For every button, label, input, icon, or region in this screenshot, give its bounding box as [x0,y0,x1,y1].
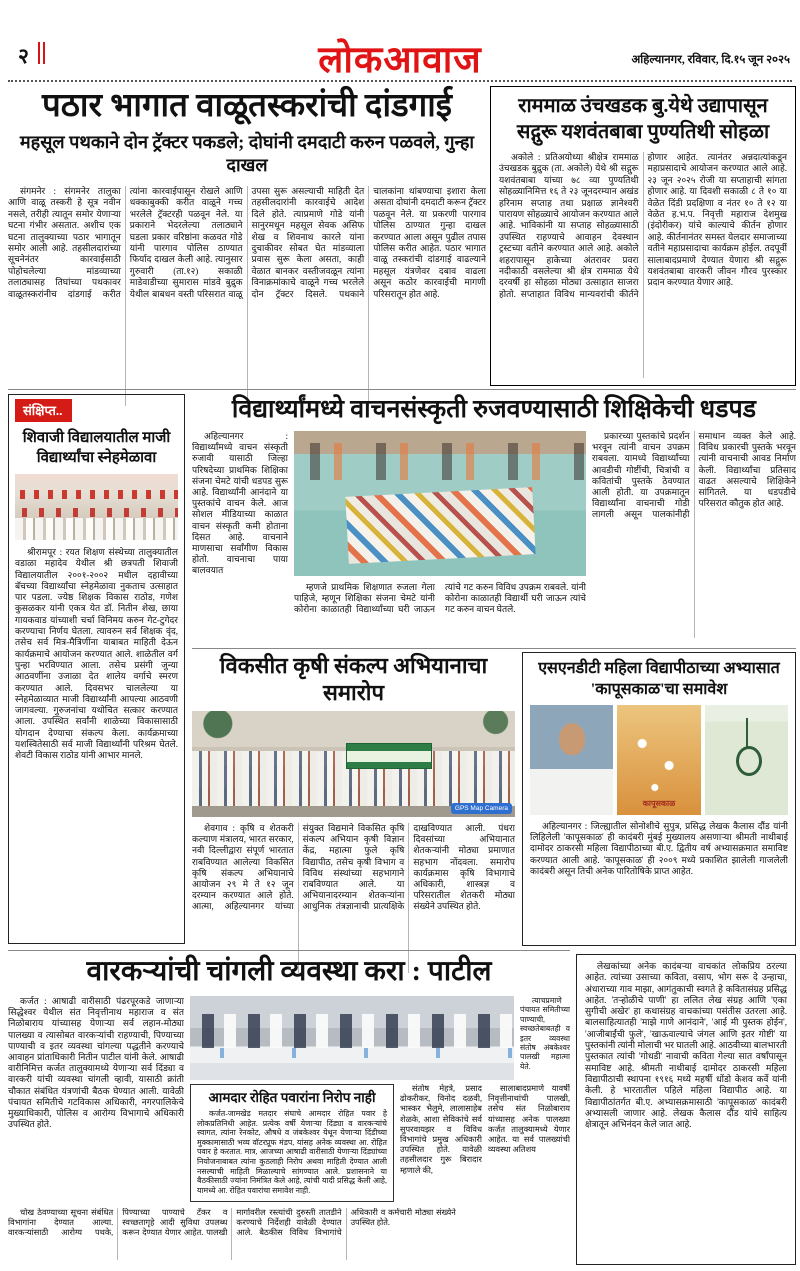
article-column-left: अहिल्यानगर : विद्यार्थ्यांमध्ये वाचन संस्कृती रुजावी यासाठी जिल्हा परिषदेच्या प्राथमिक शिक्षिका संजना चेमटे यांची धडपड सुरू आहे. विद्यार्थ्यांनी आनंदाने या पुस्तकांचे वाचन केले. आज सोशल मीडियाच्या काळात वाचन संस्कृती कमी होताना दिसत आहे. वाचनाने माणसाचा सर्वांगीण विकास होतो. वाचनाचा पाया बालवयात [192,431,288,576]
article-column-mid2: सालाबादप्रमाणे यावर्षी निवृत्तीनाथांची पालखी, तसेच संत निळोबाराय यांच्यासह अनेक पालख्या कर्जत तालुक्यामध्ये येणार आहेत. या सर्व पालख्यांची व्यवस्था अतिशय [488,1084,570,1155]
article-headline: विद्यार्थ्यांमध्ये वाचनसंस्कृती रुजवण्यासाठी शिक्षिकेची धडपड [231,396,757,423]
article-headline: विकसीत कृषी संकल्प अभियानाचा समारोप [219,653,488,705]
photo-detail-face [559,723,585,755]
brief-tag: संक्षिप्त.. [15,399,72,422]
article-reading-culture [192,394,796,644]
masthead: लोकआवाज [318,40,482,81]
article-bottom-columns: चोख ठेवण्याच्या सूचना संबंधित विभागांना देण्यात आल्या. वारकऱ्यांसाठी आरोग्य पथके, पिण्याच्या पाण्याचे टँकर व स्वच्छतागृहे आदी सुविधा उपलब्ध करून देण्यात येणार आहेत. पालखी मार्गावरील रस्त्यांची दुरुस्ती तातडीने करण्याचे निर्देशही यावेळी देण्यात आले. बैठकीस विविध विभागांचे अधिकारी व कर्मचारी मोठ्या संख्येने उपस्थित होते. [8,1208,456,1238]
photo-detail-figures [15,518,178,540]
alumni-group-photo [15,474,178,540]
article-body: संगमनेर : संगमनेर तालुका आणि वाळू तस्करी हे सूत्र नवीन नसले, तरीही त्यातून समोर येणाऱ्या घटना गंभीर असतात. अशीच एक घटना तालुक्याच्या पठार भागातून समोर आली आहे. तहसीलदारांच्या सूचनेनंतर कारवाईसाठी पोहोचलेल्या मांडव्याच्या तलाठ्यासह तिघांच्या पथकावर वाळूतस्करांनीच दांडगाई करीत त्यांना कारवाईपासून रोखले आणि धक्काबुक्की करीत वाळूने गच्च भरलेले ट्रॅक्टरही पळवून नेले. या प्रकाराने भेदरलेल्या तलाठ्याने घडला प्रकार वरिष्ठांना कळवत गोडे यांनी पारगाव पोलिस ठाण्यात फिर्याद दाखल केली आहे. त्यानुसार गुरुवारी (ता.१२) सकाळी माडेवाडीच्या सुमारास मांडवे बुद्रुक येथील बाबधन वस्ती परिसरात वाळू उपसा सुरू असल्याची माहिती देत तहसीलदारांनी कारवाईचे आदेश दिले होते. त्याप्रमाणे गोडे यांनी सानुरमधून महसूल सेवक असिफ शेख व शिवनाथ कारले यांना दुचाकीवर सोबत घेत मांडव्याला प्रवास सुरू केला असता, काही वेळात बानकर वस्तीजवळून त्यांना विनाक्रमांकाचे वाळूने गच्च भरलेले दोन ट्रॅक्टर दिसले. पथकाने चालकांना थांबण्याचा इशारा केला असता दोघांनी दमदाटी करून ट्रॅक्टर पळवून नेले. या प्रकरणी पारगाव पोलिस ठाण्यात गुन्हा दाखल करण्यात आला असून पुढील तपास पोलिस करीत आहेत. पठार भागात वाळू तस्करांची दांडगाई वाढल्याने महसूल यंत्रणेवर दबाव वाढला असून कठोर कारवाईची मागणी परिसरातून होत आहे. [8,186,486,299]
article-narrow-column: त्याचप्रमाणे पंचायत समितीच्या पाण्याची, स्वच्छतेबाबतही व इतर व्यवस्था संतोष अंबकेश्वर पालखी महात्मा येते. [520,996,570,1071]
page-number: २ [18,44,29,68]
article-headline: वारकऱ्यांची चांगली व्यवस्था करा : पाटील [86,956,492,987]
farmers-group-photo [192,711,515,817]
photo-detail-people [190,1014,514,1048]
photo-detail-books [345,487,535,563]
article-warkari-meeting [8,954,570,1265]
section-divider [8,950,570,951]
box-headline: आमदार रोहित पवारांना निरोप नाही [208,1090,376,1105]
box-body: अहिल्यानगर : जिल्ह्यातील सोनोशीचे सुपुत्र, प्रसिद्ध लेखक कैलास दौंड यांनी लिहिलेली 'कापूसकाळ' ही कादंबरी मुंबई मुख्यालय असणाऱ्या श्रीमती नाथीबाई दामोदर ठाकरसी महिला विद्यापीठाच्या बी.ए. द्वितीय वर्ष अभ्यासक्रमात समाविष्ट करण्यात आली आहे. 'कापूसकाळ' ही २००९ मध्ये प्रकाशित झालेली गाजलेली कादंबरी असून तिची अनेक पारितोषिके प्राप्त आहेत. [530,821,788,876]
section-divider [8,389,796,390]
box-body: कर्जत-जामखेड मतदार संघाचे आमदार रोहित पवार हे लोकप्रतिनिधी आहेत. प्रत्येक वर्षी येणाऱ्या दिंड्या व वारकऱ्यांचे स्वागत, त्यांना रेनकोट, औषधे व जंबकेश्वर येथून येणाऱ्या दिंडीच्या मुक्कामासाठी भव्य वॉटरप्रूफ मंडप, यांसह अनेक व्यवस्था आ. रोहित पवार हे करतात. मात्र, आजच्या आषाढी वारीसाठी येणाऱ्या दिंड्यांच्या नियोजनाबाबत त्यांना कुठलाही निरोप अथवा माहिती देण्यात आली नसल्याची माहिती मिळाल्याचे सांगण्यात आले. प्रशासनाने या बैठकीसाठी ज्यांना निमंत्रित केले आहे, त्यांची यादी प्रसिद्ध केली आहे, यामध्ये आ. रोहित पवारांचा समावेश नाही. [197,1109,387,1195]
box-sndt-continuation [576,954,796,1265]
article-krishi-sankalp [192,652,515,946]
box-sndt-kapuskal [522,652,796,946]
box-body-continued: लेखकांच्या अनेक कादंबऱ्या वाचकांत लोकप्रिय ठरल्या आहेत. त्यांच्या उसाच्या कविता, वसाप, भोग सरू दे उन्हाचा, अंधाराच्या गाव माझा, आगंतुकाची स्वगते हे कवितासंग्रह प्रसिद्ध आहेत. 'तऱ्होळीचे पाणी' हा ललित लेख संग्रह आणि 'एका सुगीची अखेर' हा कथासंग्रह वाचकांच्या पसंतीस उतरला आहे. बालसाहित्यातही 'माझे गाणे आनंदाने', 'आई मी पुस्तक होईन', 'आजीबाईंची फुले', 'खाऊवाल्याचे जंगल आणि इतर गोष्टी' या पुस्तकांनी त्यांनी मोलाची भर घातली आहे. आठवीच्या बालभारती पुस्तकात त्यांची 'गोधडी' नावाची कविता गेल्या सात वर्षांपासून समाविष्ट आहे. श्रीमती नाथीबाई दामोदर ठाकरसी महिला विद्यापीठाची स्थापना १९१६ मध्ये महर्षी धोंडो केशव कर्वे यांनी केली. हे भारतातील पहिले महिला विद्यापीठ आहे. या विद्यापीठांतर्गत बी.ए. अभ्यासक्रमासाठी 'कापूसकाळ' कादंबरी अभ्यासली जाणार आहे. लेखक कैलास दौंड यांचे साहित्य क्षेत्रातून अभिनंदन केले जात आहे. [585,961,787,1130]
photo-detail-noose [746,718,748,748]
box-rammal-punyatithi [490,86,796,386]
article-subheadline: महसूल पथकाने दोन ट्रॅक्टर पकडले; दोघांनी दमदाटी करुन पळवले, गुन्हा दाखल [19,132,475,175]
author-portrait-photo [530,705,613,815]
box-headline: राममाळ उंचखडक बु.येथे उद्यापासून सद्गुरू यशवंतबाबा पुण्यतिथी सोहळा [516,95,770,143]
book-cover-second [705,705,788,815]
book-title: कापूसकाळ [642,799,676,808]
header-rule [8,80,792,82]
dateline: अहिल्यानगर, रविवार, दि.१५ जून २०२५ [631,54,790,66]
section-divider [192,648,796,649]
children-reading-photo [294,431,586,576]
box-headline: एसएनडीटी महिला विद्यापीठाच्या अभ्यासात 'कापूसकाळ'चा समावेश [538,660,780,698]
box-rohit-pawar [190,1084,394,1202]
photo-detail-children [294,443,586,481]
article-column-left: कर्जत : आषाढी वारीसाठी पंढरपूरकडे जाणाऱ्या सिद्धेश्वर येथील संत निवृत्तीनाथ महाराज व संत निळोबाराय यांच्यासह येणाऱ्या सर्व लहान-मोठ्या पालख्या व त्यासोबत वारकऱ्यांची राहण्याची, पिण्याच्या पाण्याची व इतर व्यवस्था चांगल्या पद्धतीने करण्याचे आवाहन प्रांताधिकारी नितीन पाटील यांनी केले. आषाढी वारीनिमित्त कर्जत तालुक्यामध्ये येणाऱ्या सर्व दिंड्या व वारकरी यांची व्यवस्था चांगली व्हावी, यासाठी क्रांती चौकात संबंधित यंत्रणांची बैठक घेण्यात आली. यावेळी पंचायत समितीचे गटविकास अधिकारी, नगरपालिकेचे मुख्याधिकारी, पोलिस व आरोग्य विभागाचे अधिकारी उपस्थित होते. [8,996,184,1130]
photo-detail-turbans-row2 [15,508,178,517]
article-headline: पठार भागात वाळूतस्करांची दांडगाई [42,88,452,124]
brief-body: श्रीरामपूर : रयत शिक्षण संस्थेच्या तालुक्यातील वडाळा महादेव येथील श्री छत्रपती शिवाजी विद्यालयातील २००१-२००२ मधील दहावीच्या बॅचच्या विद्यार्थ्यांचा स्नेहमेळावा नुकताच उत्साहात पार पडला. ज्येष्ठ शिक्षक विकास राठोड, गणेश कुसळकर यांनी एकत्र येत डॉ. नितीन शेख, छाया गायकवाड यांच्याशी चर्चा विनिमय करुन गेट-टुगेदर करण्याचा निर्णय घेतला. त्यावरुन सर्व शिक्षक वृंद, तसेच सर्व मित्र-मैत्रिणींना याबाबत माहिती देऊन कार्यक्रमाचे आयोजन करण्यात आले. शाळेतील वर्ग पुन्हा भरविण्यात आला. तसेच प्रसंगी जुन्या आठवणींना उजाळा देत शालेय वर्गाचे स्मरण करण्यात आले. दिवसभर चाललेल्या या स्नेहमेळाव्यात माजी विद्यार्थ्यांनी आपल्या आठवणी जागवल्या. गुरुजनांचा यथोचित सत्कार करण्यात आला. उपस्थित सर्वांनी शाळेच्या विकासासाठी योगदान देण्याचा संकल्प केला. कार्यक्रमाच्या यशस्वितेसाठी सर्व माजी विद्यार्थ्यांनी परिश्रम घेतले. शेवटी विकास राठोड यांनी आभार मानले. [15,547,178,761]
article-columns-right: प्रकारच्या पुस्तकांचे प्रदर्शन भरवून त्यांनी वाचन उपक्रम राबवला. यामध्ये विद्यार्थ्यांच्या आवडीची गोष्टींची, चित्रांची व कवितांची पुस्तके ठेवण्यात आली होती. या उपक्रमातून विद्यार्थ्यांना वाचनाची गोडी लागली असून पालकांनीही समाधान व्यक्त केले आहे. विविध प्रकारची पुस्तके भरवून त्यांनी वाचनाची आवड निर्माण केली. विद्यार्थ्यांचा प्रतिसाद वाढत असल्याचे शिक्षिकेने सांगितले. या धडपडीचे परिसरात कौतुक होत आहे. [592,431,796,520]
photo-caption: म्हणजे प्राथमिक शिक्षणात रुजला गेला पाहिजे, म्हणून शिक्षिका संजना चेमटे यांनी कोरोना काळातही विद्यार्थ्यांच्या घरी जाऊन त्यांचे गट करुन विविध उपक्रम राबवले. यांनी कोरोना काळातही विद्यार्थी घरी जाऊन त्यांचे गट करुन वाचन घेतले. [294,582,586,615]
brief-box [8,394,185,944]
photo-detail-banner [346,743,432,769]
article-column-mid: संतोष मेहत्रे, प्रसाद ढोकरीकर, विनोद दळवी, भास्कर भैलुमे, लालासाहेब शेळके, आशा सेविकांचे सर्व सुपरवायझर व विविध विभागांचे प्रमुख अधिकारी उपस्थित होते. यावेळी तहसीलदार गुरू बिरादार म्हणाले की, [400,1084,482,1175]
box-body: अकोले : प्रतिअयोध्या श्रीक्षेत्र राममाळ उंचखडक बुद्रुक (ता. अकोले) येथे श्री सद्गुरू यशवंतबाबा यांच्या ७८ व्या पुण्यतिथी सोहळ्यानिमित्त १६ ते २३ जूनदरम्यान अखंड हरिनाम सप्ताह तथा प्रक्षाळ ज्ञानेश्वरी पारायण सोहळ्याचे आयोजन करण्यात आले आहे. भाविकांनी या सप्ताह सोहळ्यासाठी उपस्थित राहण्याचे आवाहन देवस्थान ट्रस्टच्या वतीने करण्यात आले आहे. अकोले शहरापासून हाकेच्या अंतरावर प्रवरा नदीकाठी वसलेल्या श्री क्षेत्र राममाळ येथे दरवर्षी हा सोहळा मोठ्या उत्साहात साजरा होतो. सप्ताहात विविध मान्यवरांची कीर्तने होणार आहेत. त्यानंतर अन्नदात्यांकडून महाप्रसादाचे आयोजन करण्यात आले आहे. २३ जून २०२५ रोजी या सप्ताहाची सांगता होणार आहे. या दिवशी सकाळी ८ ते १० या वेळेत दिंडी प्रदक्षिणा व नंतर १० ते १२ या वेळेत ह.भ.प. निवृत्ती महाराज देशमुख (इंदोरीकर) यांचे काल्याचे कीर्तन होणार आहे. कीर्तनानंतर समस्त येलदार समाजाच्या वतीने महाप्रसादाचा कार्यक्रम होईल. तदपूर्वी सालाबादप्रमाणे देण्यात येणारा श्री सद्गुरू यशवंतबाबा वारकरी जीवन गौरव पुरस्कार प्रदान करण्यात येणार आहे. [499,152,787,299]
photo-detail-bottles [190,1048,514,1058]
photo-detail-turbans [15,490,178,499]
officials-meeting-photo [190,996,514,1080]
brief-headline: शिवाजी विद्यालयातील माजी विद्यार्थ्यांचा स्नेहमेळावा [22,430,171,466]
article-sand-smugglers [8,86,486,386]
article-body: शेवगाव : कृषि व शेतकरी कल्याण मंत्रालय, भारत सरकार, नवी दिल्लीद्वारा संपूर्ण भारतात राबविण्यात आलेल्या विकसित कृषि संकल्प अभियानाचे आयोजन २९ मे ते १२ जून दरम्यान करण्यात आले होते. आत्मा, अहिल्यानगर यांच्या संयुक्त विद्यमाने विकसित कृषि संकल्प अभियान कृषी विज्ञान केंद्र, महात्मा फुले कृषि विद्यापीठ, तसेच कृषी विभाग व विविध संस्थांच्या सहभागाने राबविण्यात आले. या अभियानादरम्यान शेतकऱ्यांना आधुनिक तंत्रज्ञानाची प्रात्यक्षिके दाखविण्यात आली. पंधरा दिवसांच्या अभियानात शेतकऱ्यांनी मोठ्या प्रमाणात सहभाग नोंदवला. समारोप कार्यक्रमास कृषि विभागाचे अधिकारी, शास्त्रज्ञ व परिसरातील शेतकरी मोठ्या संख्येने उपस्थित होते. [192,823,515,912]
gps-watermark: GPS Map Camera [451,803,512,814]
book-cover-kapuskal [617,705,700,815]
